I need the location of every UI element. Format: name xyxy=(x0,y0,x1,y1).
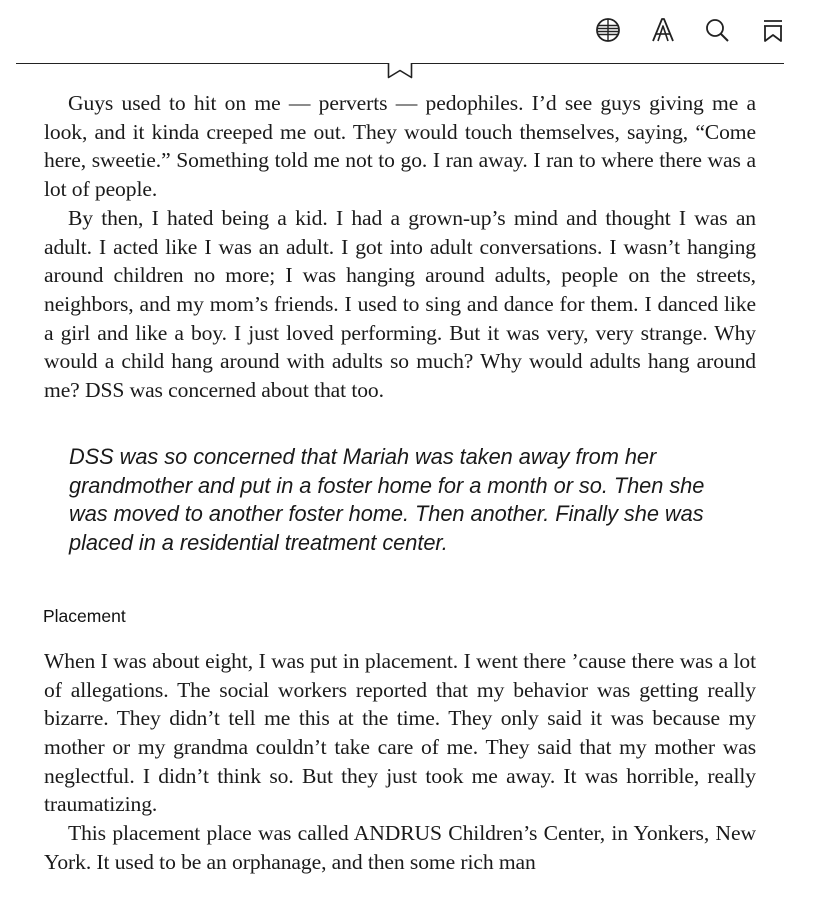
font-icon[interactable] xyxy=(647,14,679,46)
paragraph: When I was about eight, I was put in placement. I went there ’cause there was a lot of allegations. The social workers reported that my behavior was getting really bizarre. They didn’t tell me this at the time. They only said it was because my mother or my grandma couldn’t take care of me. They said that my mother was neglectful. I didn’t think so. But they just took me away. It was horrible, really traumatizing. xyxy=(44,648,756,817)
paragraph: This placement place was called ANDRUS Children’s Center, in Yonkers, New York. It used to be an orphanage, and then some rich man xyxy=(44,821,756,874)
paragraph: Guys used to hit on me — perverts — pedophiles. I’d see guys giving me a look, and it kinda creeped me out. They would touch themselves, saying, “Come here, sweetie.” Something told me not to go. I ran away. I ran to where there was a lot of people. xyxy=(44,91,756,202)
search-icon[interactable] xyxy=(701,14,733,46)
section-heading: Placement xyxy=(43,605,126,626)
block-quote: DSS was so concerned that Mariah was taken away from her grandmother and put in a foster home for a month or so. Then she was moved to another foster home. Then another. Finally she was placed in a residential treatment center. xyxy=(69,443,705,556)
globe-icon[interactable] xyxy=(592,14,624,46)
reader-toolbar xyxy=(0,0,832,64)
bookmarks-icon[interactable] xyxy=(757,14,789,46)
paragraph: By then, I hated being a kid. I had a grown-up’s mind and thought I was an adult. I acted like I was an adult. I got into adult conversations. I wasn’t hanging around children no more; I was hanging around adults, people on the streets, neighbors, and my mom’s friends. I used to sing and dance for them. I danced like a girl and like a boy. I just loved performing. But it was very, very strange. Why would a child hang around with adults so much? Why would adults hang around me? DSS was concerned about that too. xyxy=(44,205,756,403)
bookmark-ribbon-icon[interactable] xyxy=(387,63,413,79)
book-content xyxy=(44,89,756,877)
